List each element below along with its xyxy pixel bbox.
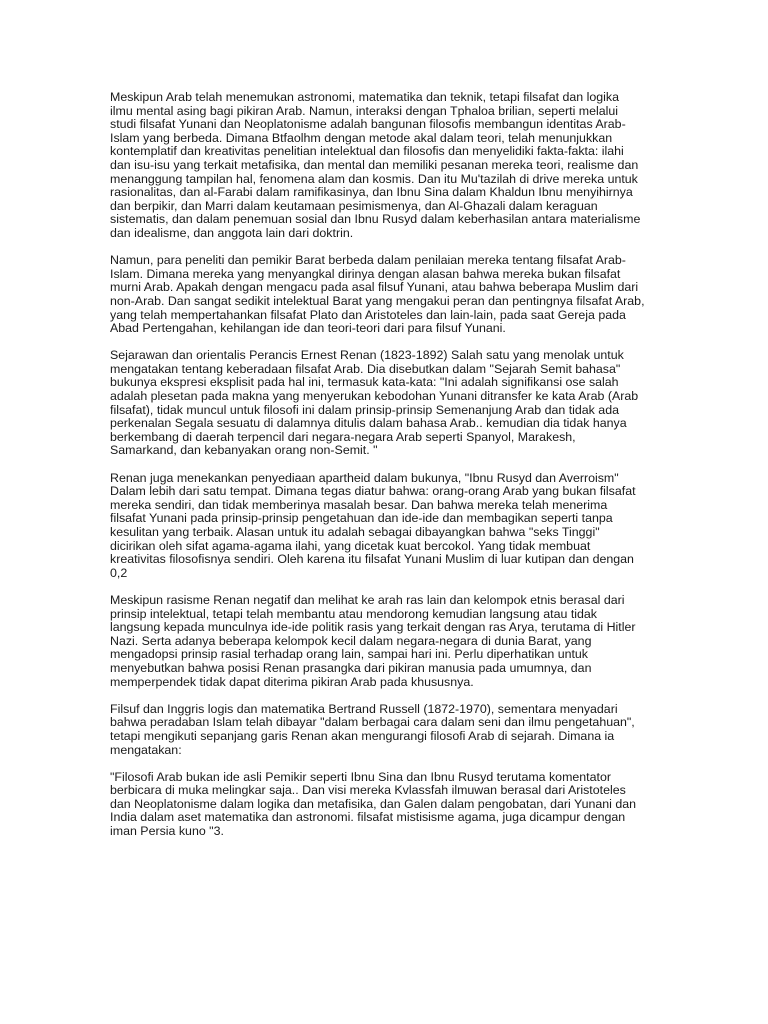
text-line: India dalam aset matematika dan astronomi. filsafat mistisisme agama, juga dicampur dengan <box>110 810 626 825</box>
paragraph <box>110 254 670 336</box>
text-line: Sejarawan dan orientalis Perancis Ernest Renan (1823-1892) Salah satu yang menolak untuk <box>110 348 624 363</box>
text-line: Namun, para peneliti dan pemikir Barat berbeda dalam penilaian mereka tentang filsafat Arab- <box>110 253 626 268</box>
text-line: mengatakan: <box>110 742 182 757</box>
text-line: bukunya ekspresi eksplisit pada hal ini, termasuk kata-kata: "Ini adalah signifikansi ose salah <box>110 375 619 390</box>
text-line: perkenalan Segala sesuatu di dalamnya ditulis dalam bahasa Arab.. kemudian dia tidak hanya <box>110 416 627 431</box>
text-line: menanggung tampilan hal, fenomena alam dan kosmis. Dan itu Mu'tazilah di drive mereka untuk <box>110 171 638 186</box>
text-line: Islam. Dimana mereka yang menyangkal dirinya dengan alasan bahwa mereka bukan filsafat <box>110 266 621 281</box>
text-line: memperpendek tidak dapat diterima pikiran Arab pada khususnya. <box>110 674 474 689</box>
text-line: langsung kepada munculnya ide-ide politik rasis yang terkait dengan ras Arya, terutama di Hitler <box>110 620 636 635</box>
paragraph <box>110 594 670 689</box>
text-line: dan isu-isu yang terkait metafisika, dan mental dan memiliki pesanan mereka teori, realisme dan <box>110 157 639 172</box>
text-line: Filsuf dan Inggris logis dan matematika Bertrand Russell (1872-1970), sementara menyadari <box>110 701 618 716</box>
text-line: Samarkand, dan kebanyakan orang non-Semit. " <box>110 443 378 458</box>
text-line: mengatakan tentang keberadaan filsafat Arab. Dia disebutkan dalam "Sejarah Semit bahasa" <box>110 361 621 376</box>
text-line: berkembang di daerah terpencil dari negara-negara Arab seperti Spanyol, Marakesh, <box>110 429 576 444</box>
text-line: adalah plesetan pada makna yang menyerukan kebodohan Yunani ditransfer ke kata Arab (Arab <box>110 389 639 404</box>
text-line: "Filosofi Arab bukan ide asli Pemikir seperti Ibnu Sina dan Ibnu Rusyd terutama komentator <box>110 769 611 784</box>
text-line: Abad Pertengahan, kehilangan ide dan teori-teori dari para filsuf Yunani. <box>110 321 506 336</box>
text-line: tetapi mengikuti sepanjang garis Renan akan mengurangi filosofi Arab di sejarah. Dimana ia <box>110 728 615 743</box>
text-line: Meskipun rasisme Renan negatif dan melihat ke arah ras lain dan kelompok etnis berasal dari <box>110 592 625 607</box>
text-line: prinsip intelektual, tetapi telah membantu atau mendorong kemudian langsung atau tidak <box>110 606 597 621</box>
text-line: Meskipun Arab telah menemukan astronomi, matematika dan teknik, tetapi filsafat dan logika <box>110 90 619 104</box>
document-body <box>110 91 670 852</box>
text-line: mengadopsi prinsip rasial terhadap orang lain, sampai hari ini. Perlu diperhatikan untuk <box>110 647 589 662</box>
text-line: 0,2 <box>110 565 128 580</box>
text-line: mereka sendiri, dan tidak memberinya masalah besar. Dan bahwa mereka telah menerima <box>110 497 608 512</box>
text-line: Islam yang berbeda. Dimana Btfaolhm dengan metode akal dalam teori, telah menunjukkan <box>110 130 613 145</box>
paragraph <box>110 91 670 241</box>
text-line: dan Neoplatonisme dalam logika dan metafisika, dan Galen dalam pengobatan, dari Yunani dan <box>110 796 637 811</box>
text-line: murni Arab. Apakah dengan mengacu pada asal filsuf Yunani, atau bahwa beberapa Muslim dari <box>110 280 639 295</box>
text-line: ilmu mental asing bagi pikiran Arab. Namun, interaksi dengan Tphaloa brilian, seperti melalui <box>110 103 619 118</box>
text-line: dicirikan oleh sifat agama-agama ilahi, yang dicetak kuat bercokol. Yang tidak membuat <box>110 538 591 553</box>
text-line: non-Arab. Dan sangat sedikit intelektual Barat yang mengakui peran dan pentingnya filsafat Arab, <box>110 293 645 308</box>
text-line: kesulitan yang terbaik. Alasan untuk itu adalah sebagai dibayangkan bahwa "seks Tinggi" <box>110 525 600 539</box>
text-line: filsafat Yunani pada prinsip-prinsip pengetahuan dan ide-ide dan membagikan seperti tanpa <box>110 511 613 526</box>
text-line: filsafat), tidak muncul untuk filosofi ini dalam prinsip-prinsip Semenanjung Arab dan tidak ada <box>110 402 619 417</box>
text-line: Nazi. Serta adanya beberapa kelompok kecil dalam negara-negara di dunia Barat, yang <box>110 633 592 648</box>
text-line: Dalam lebih dari satu tempat. Dimana tegas diatur bahwa: orang-orang Arab yang bukan filsafat <box>110 484 636 499</box>
paragraph <box>110 771 670 839</box>
text-line: kreativitas filosofisnya sendiri. Oleh karena itu filsafat Yunani Muslim di luar kutipan dan dengan <box>110 552 634 567</box>
text-line: rasionalitas, dan al-Farabi dalam ramifikasinya, dan Ibnu Sina dalam Khaldun Ibnu menyihirnya <box>110 185 633 200</box>
text-line: iman Persia kuno "3. <box>110 824 224 839</box>
text-line: dan idealisme, dan anggota lain dari doktrin. <box>110 225 354 240</box>
paragraph <box>110 703 670 757</box>
text-line: yang telah mempertahankan filsafat Plato dan Aristoteles dan lain-lain, pada saat Gereja pada <box>110 307 626 322</box>
paragraph <box>110 349 670 458</box>
text-line: bahwa peradaban Islam telah dibayar "dalam berbagai cara dalam seni dan ilmu pengetahuan", <box>110 715 635 730</box>
text-line: Renan juga menekankan penyediaan apartheid dalam bukunya, "Ibnu Rusyd dan Averroism" <box>110 470 619 485</box>
paragraph <box>110 472 670 581</box>
text-line: berbicara di muka melingkar saja.. Dan visi mereka Kvlassfah ilmuwan berasal dari Aristoteles <box>110 783 626 798</box>
text-line: kontemplatif dan kreativitas penelitian intelektual dan filosofis dan menyelidiki fakta-fakta: ilahi <box>110 144 624 159</box>
text-line: sistematis, dan dalam penemuan sosial dan Ibnu Rusyd dalam keberhasilan antara materialisme <box>110 212 641 227</box>
text-line: menyebutkan bahwa posisi Renan prasangka dari pikiran manusia pada umumnya, dan <box>110 660 592 675</box>
text-line: studi filsafat Yunani dan Neoplatonisme adalah bangunan filosofis membangun identitas Arab- <box>110 117 626 132</box>
text-line: dan berpikir, dan Marri dalam keutamaan pesimismenya, dan Al-Ghazali dalam keraguan <box>110 198 598 213</box>
